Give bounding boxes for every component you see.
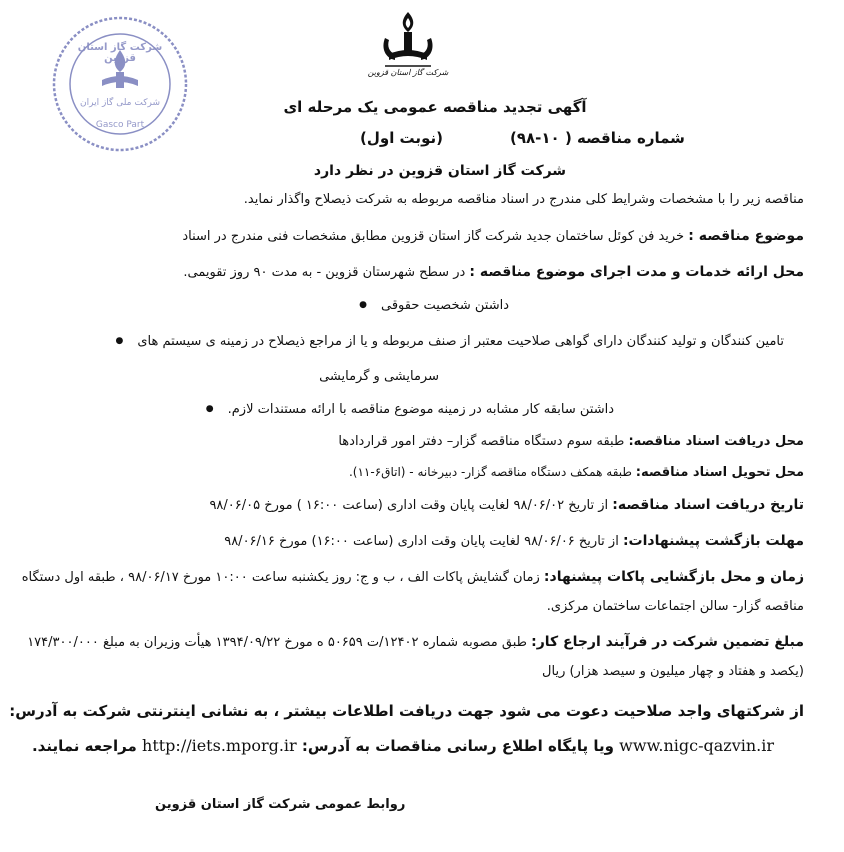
guarantee-label: مبلغ تضمین شرکت در فرآیند ارجاع کار:: [531, 634, 804, 650]
invite-line: از شرکتهای واجد صلاحیت دعوت می شود جهت دریافت اطلاعات بیشتر ، به نشانی اینترنتی شرکت به آدرس:: [9, 702, 804, 720]
requirement-item: تامین کنندگان و تولید کنندگان دارای گواهی صلاحیت معتبر از صنف مربوطه و یا از مراجع ذیصلاح در زمینه ی سیستم های ●: [115, 334, 784, 349]
doc-deliver-place-line: [30, 465, 804, 480]
opening-value-cont: مناقصه گزار- سالن اجتماعات ساختمان مرکزی.: [546, 599, 804, 614]
portal-site-link[interactable]: http://iets.mporg.ir: [142, 736, 297, 755]
doc-deliver-place-value: طبقه همکف دستگاه مناقصه گزار- دبیرخانه - (اتاق۶-۱۱).: [348, 465, 636, 479]
subject-label: موضوع مناقصه :: [688, 228, 804, 244]
doc-receive-date-line: [30, 497, 804, 513]
doc-receive-place-label: محل دریافت اسناد مناقصه:: [628, 434, 804, 449]
opening-label: زمان و محل بازگشایی پاکات پیشنهاد:: [543, 569, 804, 585]
company-site-link[interactable]: www.nigc-qazvin.ir: [619, 736, 774, 755]
doc-deliver-place-label: محل تحویل اسناد مناقصه:: [635, 465, 804, 480]
location-label: محل ارائه خدمات و مدت اجرای موضوع مناقصه :: [469, 264, 804, 280]
signature: روابط عمومی شرکت گاز استان قزوین: [155, 797, 406, 812]
doc-receive-date-value: از تاریخ ۹۸/۰۶/۰۲ لغایت پایان وقت اداری (ساعت ۱۶:۰۰ ) مورخ ۹۸/۰۶/۰۵: [209, 498, 613, 513]
guarantee-value-cont: (یکصد و هفتاد و چهار میلیون و سیصد هزار) ریال: [542, 664, 804, 679]
guarantee-line: [27, 634, 804, 650]
location-line: [30, 264, 804, 280]
proposal-deadline-line: [30, 533, 804, 549]
links-line: [20, 736, 774, 755]
subject-line: [30, 228, 804, 244]
location-value: در سطح شهرستان قزوین - به مدت ۹۰ روز تقویمی.: [183, 265, 470, 280]
opening-line: [21, 569, 804, 585]
subject-value: خرید فن کوئل ساختمان جدید شرکت گاز استان قزوین مطابق مشخصات فنی مندرج در اسناد: [182, 229, 689, 244]
proposal-deadline-value: از تاریخ ۹۸/۰۶/۰۶ لغایت پایان وقت اداری (ساعت ۱۶:۰۰) مورخ ۹۸/۰۶/۱۶: [224, 534, 623, 549]
refer-text: مراجعه نمایند.: [31, 737, 143, 755]
requirement-item: داشتن سابقه کار مشابه در زمینه موضوع مناقصه با ارائه مستندات لازم. ●: [206, 402, 614, 417]
doc-receive-place-line: [30, 434, 804, 449]
doc-receive-place-value: طبقه سوم دستگاه مناقصه گزار– دفتر امور قراردادها: [338, 434, 629, 449]
intro-heading: شرکت گاز استان قزوین در نظر دارد: [313, 163, 567, 179]
intro-text: مناقصه زیر را با مشخصات وشرایط کلی مندرج در اسناد مناقصه مربوطه به شرکت ذیصلاح واگذار نماید.: [243, 192, 804, 207]
logo-caption: شرکت گاز استان قزوین: [367, 68, 449, 77]
tender-round: (نوبت اول): [360, 129, 443, 147]
portal-intro: ویا پایگاه اطلاع رسانی مناقصات به آدرس:: [296, 737, 620, 755]
stamp-text-mid: شرکت ملی گاز ایران: [80, 98, 160, 108]
guarantee-value: طبق مصوبه شماره ۱۲۴۰۲/ت ۵۰۶۵۹ ه مورخ ۱۳۹۴/۰۹/۲۲ هیأت وزیران به مبلغ ۱۷۴/۳۰۰/۰۰۰: [27, 635, 532, 650]
stamp-text-top: شرکت گاز استان قزوین: [77, 42, 163, 64]
proposal-deadline-label: مهلت بازگشت پیشنهادات:: [622, 533, 804, 549]
requirement-item-cont: سرمایشی و گرمایشی: [319, 369, 439, 384]
doc-receive-date-label: تاریخ دریافت اسناد مناقصه:: [612, 497, 804, 513]
tender-number: شماره مناقصه ( ۱۰-۹۸): [510, 129, 685, 147]
stamp-seal-icon: [50, 14, 190, 154]
page-title: آگهی تجدید مناقصه عمومی یک مرحله ای: [283, 98, 587, 116]
requirement-item: داشتن شخصیت حقوقی ●: [359, 298, 509, 313]
stamp-text-bottom: Gasco Part: [95, 120, 145, 130]
opening-value: زمان گشایش پاکات الف ، ب و ج: روز یکشنبه ساعت ۱۰:۰۰ مورخ ۹۸/۰۶/۱۷ ، طبقه اول دستگاه: [21, 570, 544, 585]
